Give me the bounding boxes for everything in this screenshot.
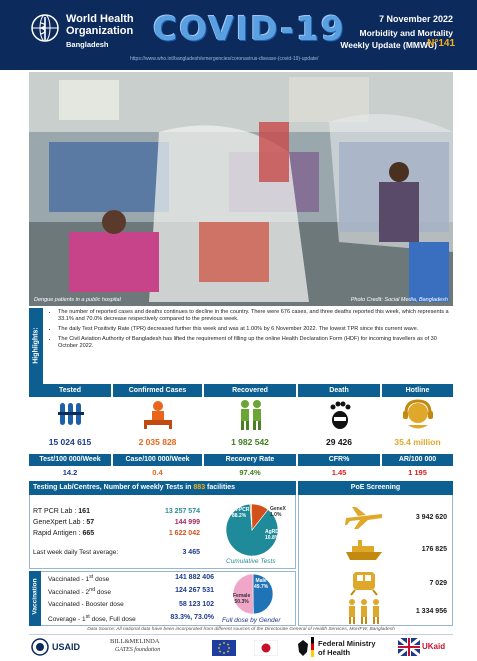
data-source-note: Data Source: All national data have been incorporated from different sources of the Directorate General of Health Services, MoHFW, Bangladesh [87,627,395,632]
death-footprint-icon [328,400,352,430]
german-flag-stripe [311,637,314,657]
japan-flag-icon [254,640,278,656]
attack-rate-header: AR/100 000 [382,454,453,466]
lab-row-genexpert: GeneXpert Lab : 57 [33,519,95,526]
poe-sea-value: 176 825 [421,546,447,553]
confirmed-header: Confirmed Cases [113,384,202,397]
coverage-value: 83.3%, 73.0% [170,614,214,621]
highlight-item: • The Civil Aviation Authority of Bangladesh has lifted the requirement of filling up the online Health Declaration Form (HDF) for incoming travellers as of 30 October 2022. [58,336,453,350]
vax-row-second-dose: Vaccinated - 2nd dose [48,587,111,597]
second-dose-value: 124 267 531 [175,587,214,594]
report-title-1: Morbidity and Mortality [359,28,453,38]
usaid-seal-icon [31,638,49,656]
recovered-header: Recovered [204,384,296,397]
test-rate-header: Test/100 000/Week [29,454,111,466]
pie-label-genex: GeneX 1.0% [270,506,286,518]
uk-crest-icon [398,638,420,656]
report-title-2: Weekly Update (MMWU) [340,40,437,50]
death-value: 29 426 [326,437,352,447]
first-dose-value: 141 882 406 [175,574,214,581]
test-rate-value: 14.2 [62,468,78,477]
lab-row-rapid-antigen: Rapid Antigen : 665 [33,530,95,537]
german-ministry-line1: Federal Ministry [318,639,376,648]
lab-row-rtpcr: RT PCR Lab : 161 [33,508,90,515]
cfr-header: CFR% [298,454,380,466]
testing-lab-header [29,481,296,495]
vax-row-booster: Vaccinated - Booster dose [48,601,124,608]
ukaid-logo: UKaid [422,642,446,651]
poe-air-value: 3 942 620 [415,514,447,521]
lab-name: GeneXpert Lab [33,519,81,526]
gates-logo-line2: GATES foundation [115,647,161,653]
who-emblem-icon [30,13,60,43]
highlights-list [48,309,453,353]
booster-dose-value: 58 123 102 [178,601,214,608]
usaid-logo: USAID [52,642,81,652]
tested-header: Tested [29,384,111,397]
lab-name: RT PCR Lab [33,508,73,515]
hospital-ward-illustration [29,72,453,306]
german-eagle-icon [296,638,310,658]
poe-land-value: 1 334 956 [415,608,447,615]
recovered-value: 1 982 542 [231,437,269,447]
vaccination-label: Vaccination [31,578,39,615]
confirmed-value: 2 035 828 [138,437,177,447]
photo-caption: Dengue patients in a public hospital [34,297,121,303]
gates-logo-line1: BILL&MELINDA [110,638,160,645]
vax-row-coverage: Coverage - 1st dose, Full dose [48,614,136,624]
hotline-header: Hotline [382,384,453,397]
header-banner [0,0,477,70]
vaccination-sidebar [29,571,41,626]
cfr-value: 1.45 [331,468,347,477]
lab-title-suffix: facilities [207,484,236,491]
hospital-photo [29,72,453,306]
partner-logos-footer [29,634,453,661]
highlights-sidebar [29,308,43,388]
hotline-operator-icon [400,399,436,431]
hotline-value: 35.4 million [394,437,441,447]
recovered-people-icon [236,399,266,431]
facilities-count: 883 [193,484,206,491]
org-name-line2: Organization [66,25,134,37]
source-url[interactable]: https://www.who.int/bangladesh/emergencies/coronavirus-disease-(covid-19)-update/ [130,56,319,62]
highlight-item: • The daily Test Positivity Rate (TPR) decreased further this week and was at 1.00% by 6 November 2022. The lowest TPR since this current wave. [58,326,453,333]
rtpcr-tests: 13 257 574 [164,508,200,515]
lab-count: 57 [86,519,95,526]
issue-number: N°141 [427,38,455,49]
poe-rail-value: 7 029 [429,580,447,587]
highlights-label: Highlights: [32,327,40,364]
poe-header: PoE Screening [298,481,453,495]
eu-flag-icon [212,640,236,656]
patient-bed-icon [142,400,174,430]
german-ministry-line2: of Health [318,648,351,657]
lab-count: 665 [82,530,95,537]
covid-banner-title: COVID-19 [153,9,346,48]
org-country: Bangladesh [66,40,109,49]
daily-avg-label: Last week daily Test average: [33,549,119,556]
pie-label-agrdt: AgRDT 10.8% [265,529,282,541]
vax-row-first-dose: Vaccinated - 1st dose [48,574,110,584]
photo-credit: Photo Credit: Social Media, Bangladesh [350,297,448,303]
case-rate-value: 0.4 [152,468,163,477]
pie-label-rtpcr: Rt-PCR 88.2% [232,507,250,519]
attack-rate-value: 1 195 [408,468,427,477]
lab-count: 161 [78,508,90,515]
male-pie-label: Male 49.7% [254,578,269,590]
lab-name: Rapid Antigen [33,530,77,537]
lab-title-prefix: Testing Lab/Centres, Number of weekly Tests in [33,484,192,491]
case-rate-header: Case/100 000/Week [113,454,202,466]
female-pie-label: Female 50.3% [233,593,251,605]
genexpert-tests: 144 999 [174,519,200,526]
death-header: Death [298,384,380,397]
recovery-rate-value: 97.4% [239,468,261,477]
test-tube-icon [56,400,86,430]
rapid-antigen-tests: 1 622 042 [168,530,200,537]
recovery-rate-header: Recovery Rate [204,454,296,466]
gender-pie-label: Full dose by Gender [222,617,281,624]
daily-avg-value: 3 465 [182,549,200,556]
org-name-line1: World Health [66,13,134,25]
tested-value: 15 024 615 [48,437,92,447]
highlight-item: • The number of reported cases and deaths continues to decline in the country. There were 676 cases, and three deaths reported this week, which represents a 33.1% and 70.0% decrease respectively compared to the previous week. [58,309,453,323]
report-date: 7 November 2022 [378,14,453,24]
cumulative-tests-label: Cumulative Tests [226,558,276,565]
